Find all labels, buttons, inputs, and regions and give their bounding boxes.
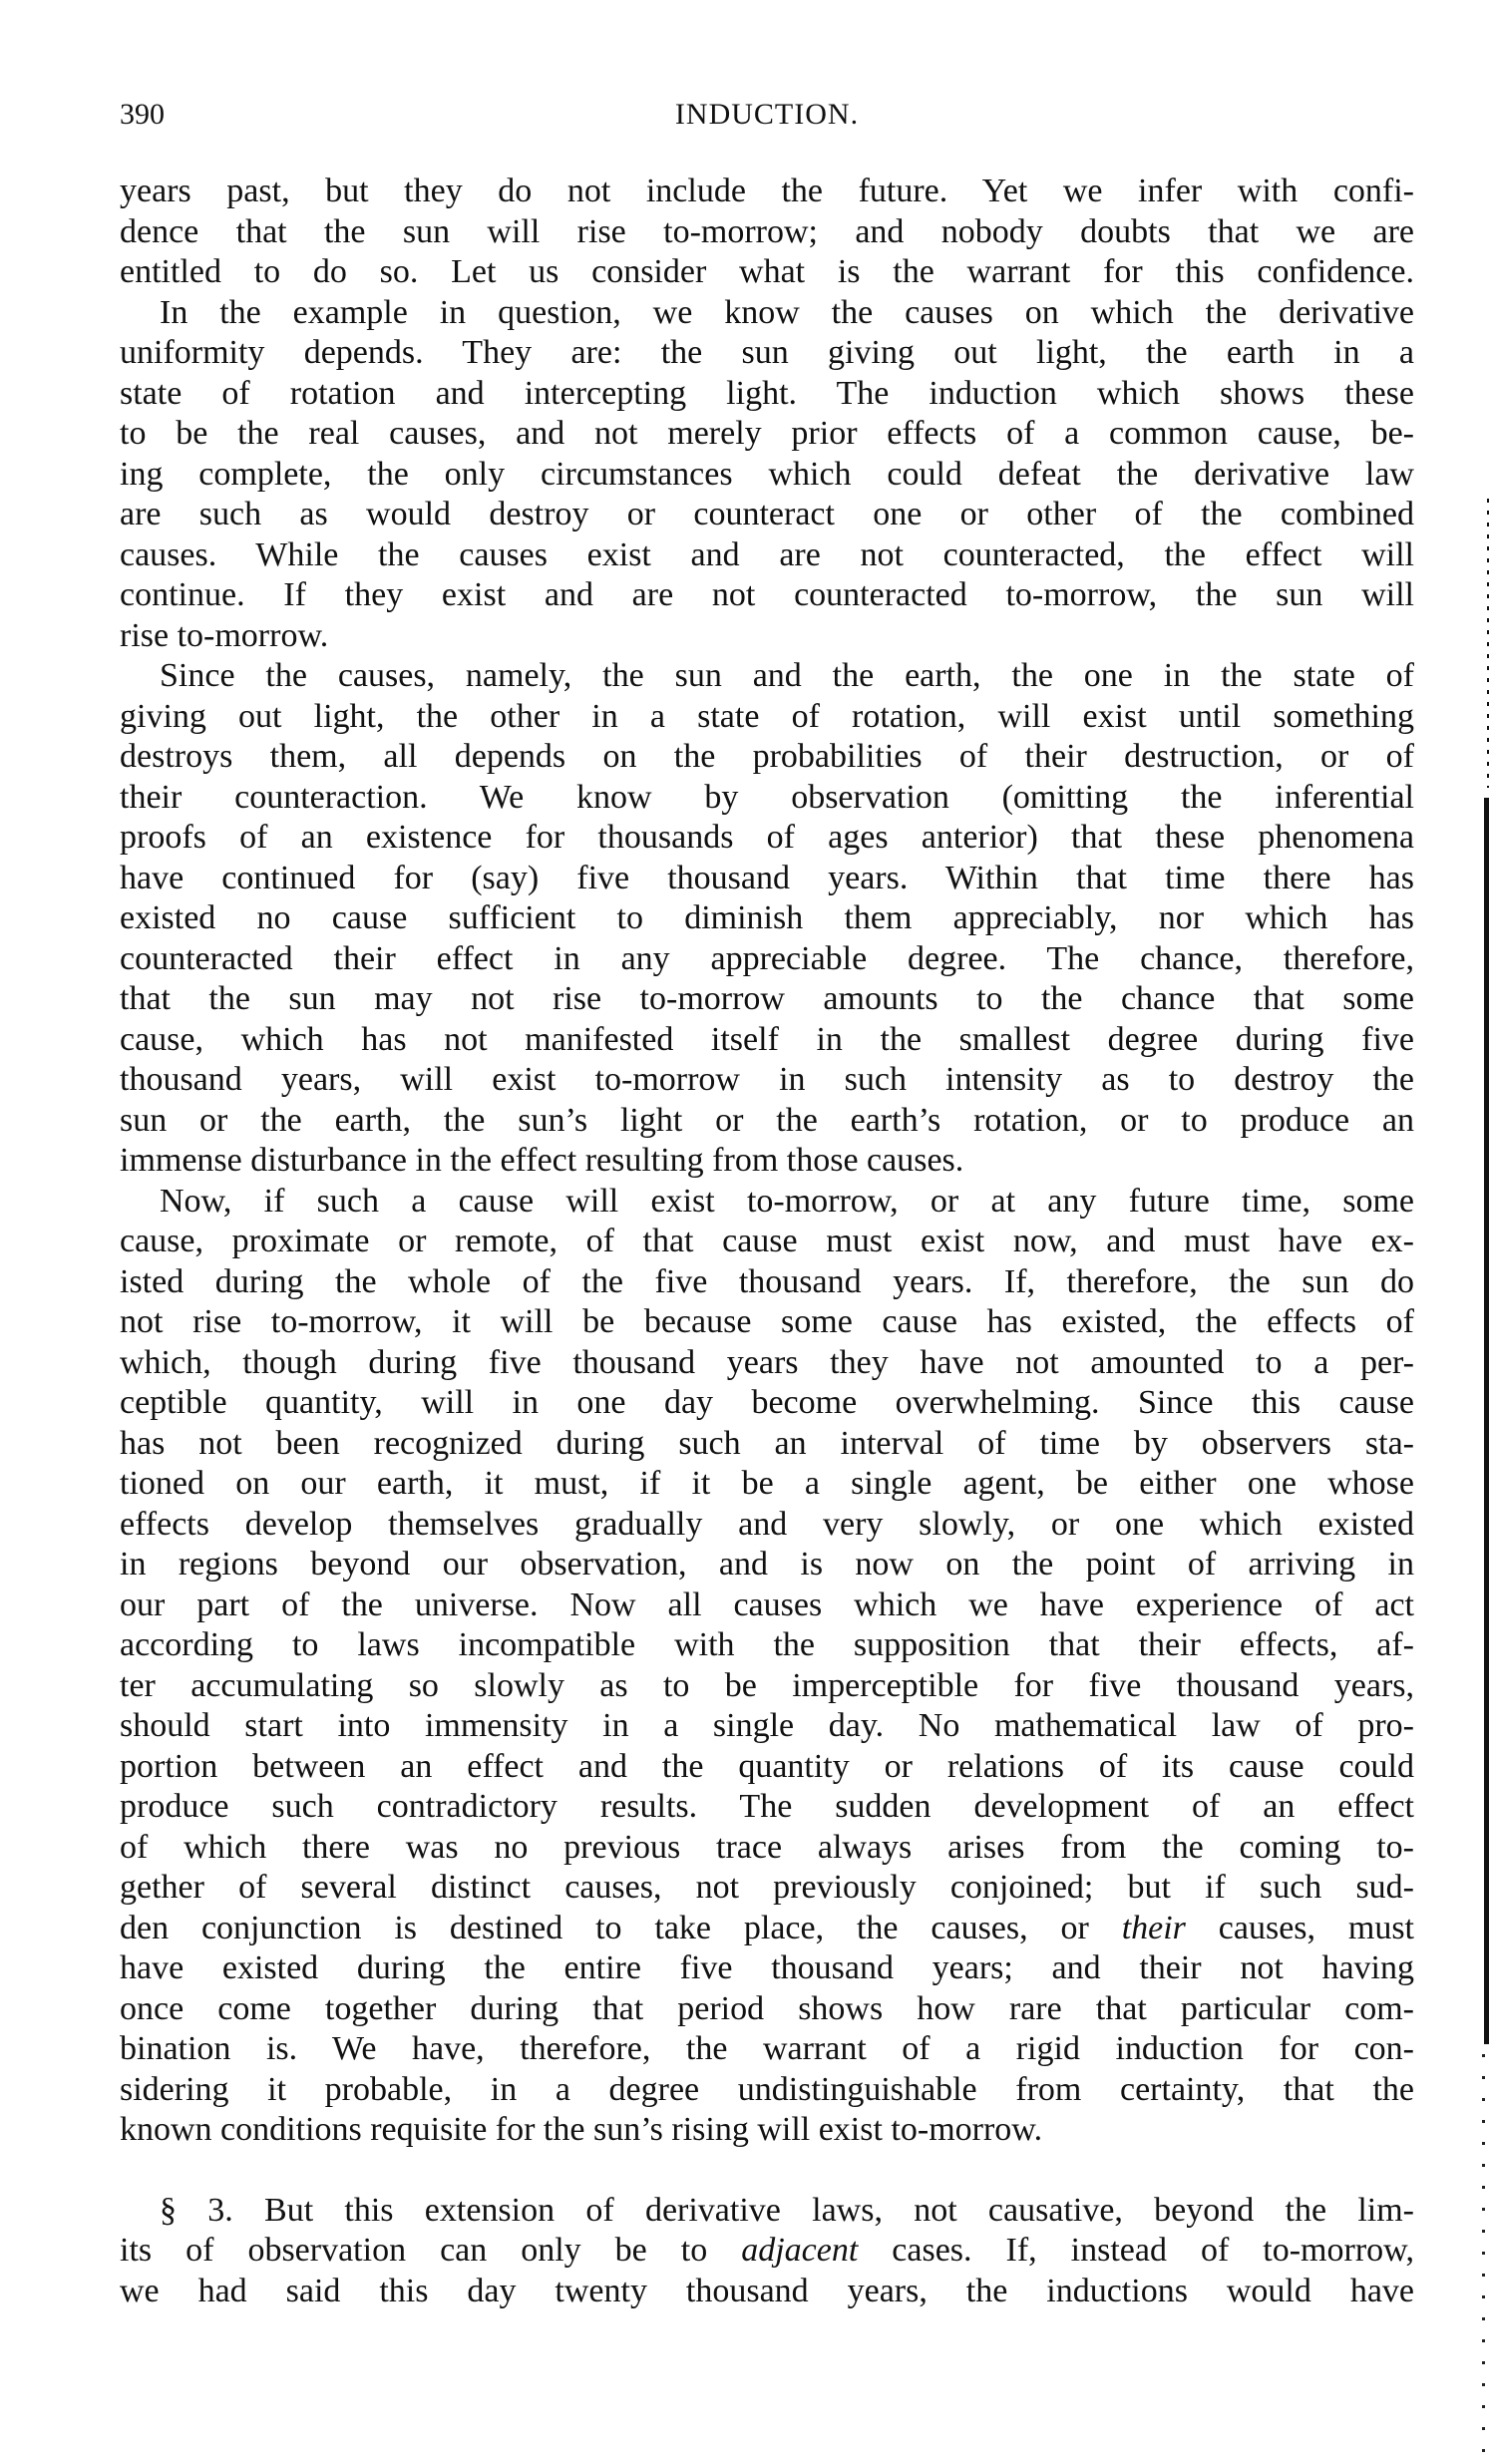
text-line: years past, but they do not include the future. Yet we infer with confi-: [120, 173, 1414, 209]
page-edge-shadow: [1487, 499, 1489, 788]
text-line: ing complete, the only circumstances which could defeat the derivative law: [120, 455, 1414, 493]
text-line: our part of the universe. Now all causes which we have experience of act: [120, 1585, 1414, 1623]
text-line: effects develop themselves gradually and very slowly, or one which existed: [120, 1505, 1414, 1543]
paragraph-4: [120, 1182, 1414, 2151]
text-segment: causes, must: [1185, 1909, 1415, 1946]
text-line: § 3. But this extension of derivative laws, not causative, beyond the lim-: [160, 2191, 1414, 2229]
text-line: sidering it probable, in a degree undistinguishable from certainty, that the: [120, 2070, 1414, 2108]
text-line: cause, proximate or remote, of that cause must exist now, and must have ex-: [120, 1223, 1414, 1259]
paragraph-1: [120, 172, 1414, 293]
text-line: state of rotation and intercepting light. The induction which shows these: [120, 374, 1414, 412]
body-text: [120, 172, 1414, 2311]
text-line: ter accumulating so slowly as to be imperceptible for five thousand years,: [120, 1666, 1414, 1704]
text-line: existed no cause sufficient to diminish them appreciably, nor which has: [120, 899, 1414, 936]
paragraph-2: [120, 293, 1414, 657]
text-line: destroys them, all depends on the probabilities of their destruction, or of: [120, 738, 1414, 775]
text-line: entitled to do so. Let us consider what is the warrant for this confidence.: [120, 253, 1414, 290]
text-segment: den conjunction is destined to take place, the causes, or: [120, 1909, 1122, 1946]
text-line: thousand years, will exist to-morrow in such intensity as to destroy the: [120, 1061, 1414, 1098]
text-line: cause, which has not manifested itself in the smallest degree during five: [120, 1020, 1414, 1058]
text-line: continue. If they exist and are not counteracted to-morrow, the sun will: [120, 576, 1414, 613]
text-line: we had said this day twenty thousand years, the inductions would have: [120, 2272, 1414, 2309]
text-line: to be the real causes, and not merely prior effects of a common cause, be-: [120, 415, 1414, 452]
text-line: proofs of an existence for thousands of ages anterior) that these phenomena: [120, 819, 1414, 856]
text-line: dence that the sun will rise to-morrow; and nobody doubts that we are: [120, 212, 1414, 250]
running-head: [120, 98, 1414, 142]
text-segment: cases. If, instead of to-morrow,: [858, 2232, 1414, 2269]
running-title: INDUCTION.: [674, 98, 860, 131]
text-line: according to laws incompatible with the supposition that their effects, af-: [120, 1626, 1414, 1663]
text-line: have continued for (say) five thousand years. Within that time there has: [120, 859, 1414, 896]
text-line: which, though during five thousand years they have not amounted to a per-: [120, 1343, 1414, 1381]
text-line: isted during the whole of the five thousand years. If, therefore, the sun do: [120, 1262, 1414, 1300]
section-gap: [120, 2151, 1414, 2191]
text-line: that the sun may not rise to-morrow amounts to the chance that some: [120, 980, 1414, 1017]
text-line: produce such contradictory results. The sudden development of an effect: [120, 1788, 1414, 1825]
text-line: their counteraction. We know by observation (omitting the inferential: [120, 778, 1414, 816]
text-line: uniformity depends. They are: the sun giving out light, the earth in a: [120, 334, 1414, 371]
text-line: giving out light, the other in a state of rotation, will exist until something: [120, 697, 1414, 735]
text-line-with-italic: [120, 1909, 1414, 1949]
text-line: known conditions requisite for the sun’s rising will exist to-morrow.: [120, 2111, 1043, 2148]
text-line: rise to-morrow.: [120, 616, 329, 654]
text-line: ceptible quantity, will in one day become overwhelming. Since this cause: [120, 1384, 1414, 1421]
text-line: are such as would destroy or counteract one or other of the combined: [120, 496, 1414, 532]
text-line: portion between an effect and the quantity or relations of its cause could: [120, 1747, 1414, 1785]
text-line-with-italic: [120, 2231, 1414, 2272]
italic-emphasis: adjacent: [741, 2232, 859, 2269]
text-line: tioned on our earth, it must, if it be a single agent, be either one whose: [120, 1465, 1414, 1502]
text-line: bination is. We have, therefore, the warrant of a rigid induction for con-: [120, 2030, 1414, 2067]
text-line: has not been recognized during such an interval of time by observers sta-: [120, 1424, 1414, 1462]
text-line: counteracted their effect in any appreciable degree. The chance, therefore,: [120, 939, 1414, 977]
text-line: should start into immensity in a single day. No mathematical law of pro-: [120, 1707, 1414, 1744]
page-edge-shadow: [1484, 798, 1489, 2044]
text-line: have existed during the entire five thousand years; and their not having: [120, 1949, 1414, 1986]
text-line: in regions beyond our observation, and is now on the point of arriving in: [120, 1546, 1414, 1583]
text-segment: its of observation can only be to: [120, 2232, 742, 2269]
paragraph-3: [120, 656, 1414, 1182]
text-line: In the example in question, we know the causes on which the derivative: [160, 293, 1414, 331]
text-line: not rise to-morrow, it will be because some cause has existed, the effects of: [120, 1303, 1414, 1340]
text-line: immense disturbance in the effect resulting from those causes.: [120, 1142, 964, 1179]
page-edge-shadow: [1482, 2054, 1485, 2453]
page-number: 390: [120, 98, 165, 131]
section-3-paragraph: [120, 2191, 1414, 2312]
text-line: gether of several distinct causes, not previously conjoined; but if such sud-: [120, 1869, 1414, 1906]
text-line: sun or the earth, the sun’s light or the earth’s rotation, or to produce an: [120, 1101, 1414, 1139]
text-line: once come together during that period shows how rare that particular com-: [120, 1989, 1414, 2027]
text-line: Now, if such a cause will exist to-morrow, or at any future time, some: [160, 1182, 1414, 1220]
text-line: of which there was no previous trace always arises from the coming to-: [120, 1828, 1414, 1866]
italic-emphasis: their: [1121, 1909, 1186, 1946]
text-line: Since the causes, namely, the sun and the earth, the one in the state of: [160, 657, 1414, 694]
text-line: causes. While the causes exist and are not counteracted, the effect will: [120, 535, 1414, 573]
